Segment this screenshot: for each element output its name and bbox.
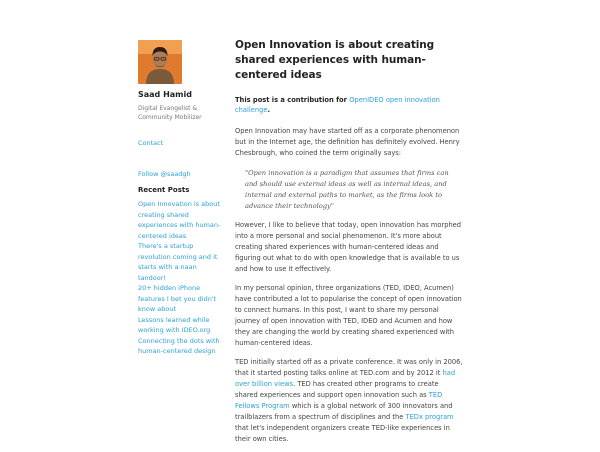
recent-post-link[interactable]: Connecting the dots with human-centered design [138,336,220,355]
post-title: Open Innovation is about creating shared experiences with human-centered ideas [235,39,435,81]
contribution-suffix: . [267,105,270,114]
recent-post-link[interactable]: There's a startup revolution coming and it starts with a naan tandoor! [138,242,218,282]
list-item [138,336,226,357]
sidebar [138,40,226,357]
post-paragraph-1: Open Innovation may have started off as a corporate phenomenon but in the Internet age, the definition has definitely evolved. Henry Chesbrough, who coined the term originally says: [235,127,460,157]
author-name: Saad Hamid [138,90,192,99]
post-paragraph-4 [235,357,463,445]
list-item [138,315,226,336]
contribution-prefix: This post is a contribution for [235,96,350,104]
openideo-challenge-link[interactable]: OpenIDEO open innovation challenge [235,96,440,114]
recent-posts-list [138,199,226,357]
post-paragraph-3: In my personal opinion, three organizations (TED, IDEO, Acumen) have contributed a lot to popularise the concept of open innovation to connect humans. In this post, I want to share my personal journey of open innovation with TED, IDEO and Acumen and how they are changing the world by creating shared experienced with human-centered ideas. [235,284,462,347]
paragraph-text: that let's independent organizers create TED-like experiences in their own cities. [235,424,450,443]
list-item [138,241,226,283]
ted-fellows-link[interactable]: TED Fellows Program [235,391,443,410]
list-item [138,283,226,315]
author-avatar[interactable] [138,40,182,84]
ted-billion-views-link[interactable]: had over billion views [235,369,456,388]
tedx-program-link[interactable]: TEDx program [405,413,454,421]
recent-post-link[interactable]: Lessons learned while working with IDEO.org [138,315,211,334]
follow-twitter-link[interactable]: Follow @saadgh [138,170,191,178]
contribution-note [235,96,463,115]
recent-posts-heading: Recent Posts [138,186,190,194]
paragraph-text: which is a global network of 300 innovators and trailblazers from a spectrum of disciplines and the [235,402,453,421]
paragraph-text: TED initially started off as a private conference. It was only in 2006, that it started posting talks online at TED.com and by 2012 it [235,358,463,377]
post-content [235,38,463,452]
author-tagline: Digital Evangelist & Community Mobilizer [138,105,202,121]
recent-post-link[interactable]: 20+ hidden iPhone features I bet you didn't know about [138,284,217,313]
paragraph-text: . TED has created other programs to create shared experiences and support open innovation such as [235,380,439,399]
list-item [138,199,226,241]
block-quote: "Open innovation is a paradigm that assumes that firms can and should use external ideas as well as internal ideas, and internal and external paths to market, as the firms look to advance their technology" [245,169,449,210]
contact-link[interactable]: Contact [138,139,164,147]
post-paragraph-2: However, I like to believe that today, open innovation has morphed into a more personal and social phenomenon. It's more about creating shared experiences with human-centered ideas and figuring out what to do with open knowledge that is available to us and how to use it effectively. [235,221,462,273]
recent-post-link[interactable]: Open Innovation is about creating shared experiences with human-centered ideas [138,200,221,240]
